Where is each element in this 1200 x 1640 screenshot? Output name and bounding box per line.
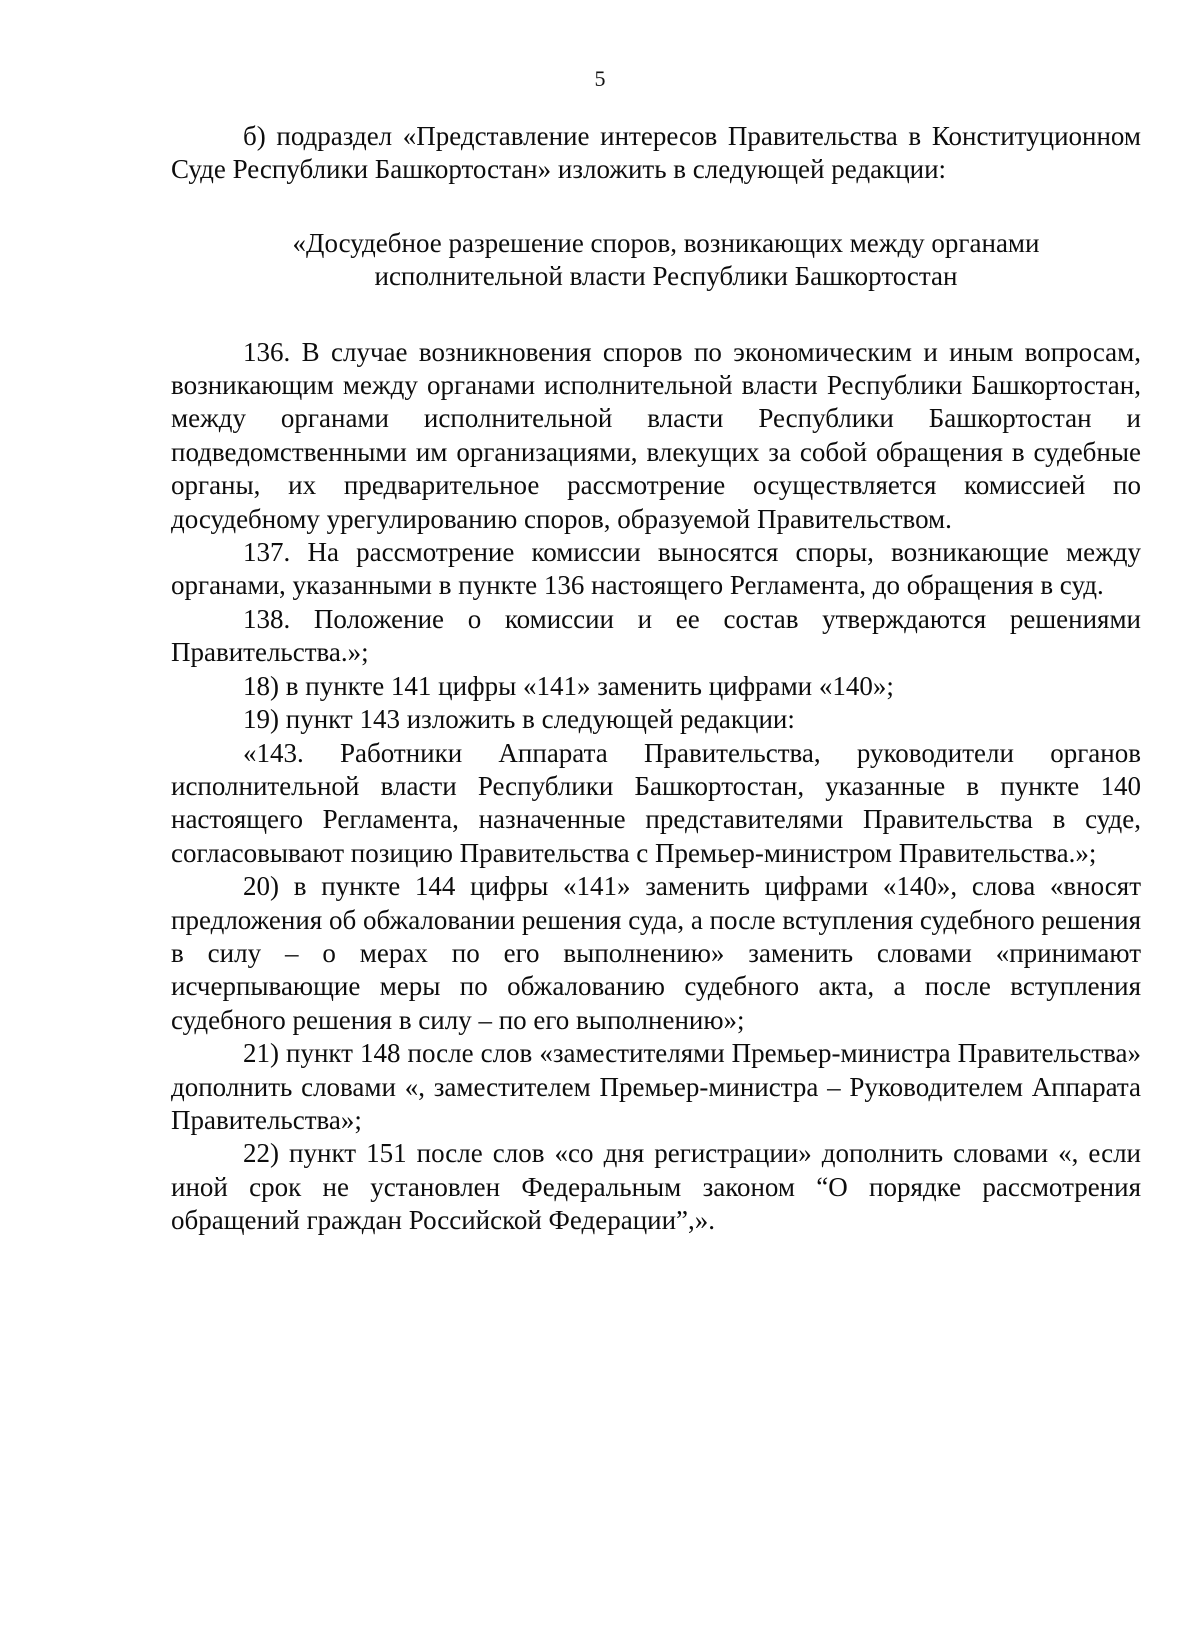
paragraph-137: 137. На рассмотрение комиссии выносятся споры, возникающие между органами, указанными в пункте 136 настоящего Регламента, до обращения в суд. (171, 537, 1141, 601)
amendment-18: 18) в пункте 141 цифры «141» заменить цифрами «140»; (243, 670, 894, 701)
amendment-22: 22) пункт 151 после слов «со дня регистрации» дополнить словами «, если иной срок не установлен Федеральным законом “О порядке рассмотрения обращений граждан Российской Федерации”,». (171, 1138, 1141, 1236)
paragraph-136: 136. В случае возникновения споров по экономическим и иным вопросам, возникающим между органами исполнительной власти Республики Башкортостан, между органами исполнительной власти Республики Башкортостан и подведомственными им организациями, влекущих за собой обращения в судебные органы, их предварительное рассмотрение осуществляется комиссией по досудебному урегулированию споров, образуемой Правительством. (171, 336, 1141, 534)
paragraph-143: «143. Работники Аппарата Правительства, руководители органов исполнительной власти Республики Башкортостан, указанные в пункте 140 настоящего Регламента, назначенные представителями Правительства в суде, согласовывают позицию Правительства с Премьер-министром Правительства.»; (171, 737, 1141, 868)
document-body (171, 120, 1141, 1238)
section-heading (171, 227, 1141, 294)
paragraph-138: 138. Положение о комиссии и ее состав утверждаются решениями Правительства.»; (171, 603, 1141, 668)
amendment-19: 19) пункт 143 изложить в следующей редакции: (243, 704, 795, 735)
intro-paragraph: б) подраздел «Представление интересов Правительства в Конституционном Суде Республики Башкортостан» изложить в следующей редакции: (171, 121, 1141, 185)
amendment-21: 21) пункт 148 после слов «заместителями Премьер-министра Правительства» дополнить словами «, заместителем Премьер-министра – Руководителем Аппарата Правительства»; (171, 1038, 1141, 1135)
section-heading-line-2: исполнительной власти Республики Башкортостан (374, 261, 958, 292)
amendment-20: 20) в пункте 144 цифры «141» заменить цифрами «140», слова «вносят предложения об обжаловании решения суда, а после вступления судебного решения в силу – о мерах по его выполнению» заменить словами «принимают исчерпывающие меры по обжалованию судебного акта, а после вступления судебного решения в силу – по его выполнению»; (171, 871, 1141, 1035)
section-heading-line-1: «Досудебное разрешение споров, возникающих между органами (292, 227, 1040, 258)
page-number: 5 (594, 66, 606, 91)
